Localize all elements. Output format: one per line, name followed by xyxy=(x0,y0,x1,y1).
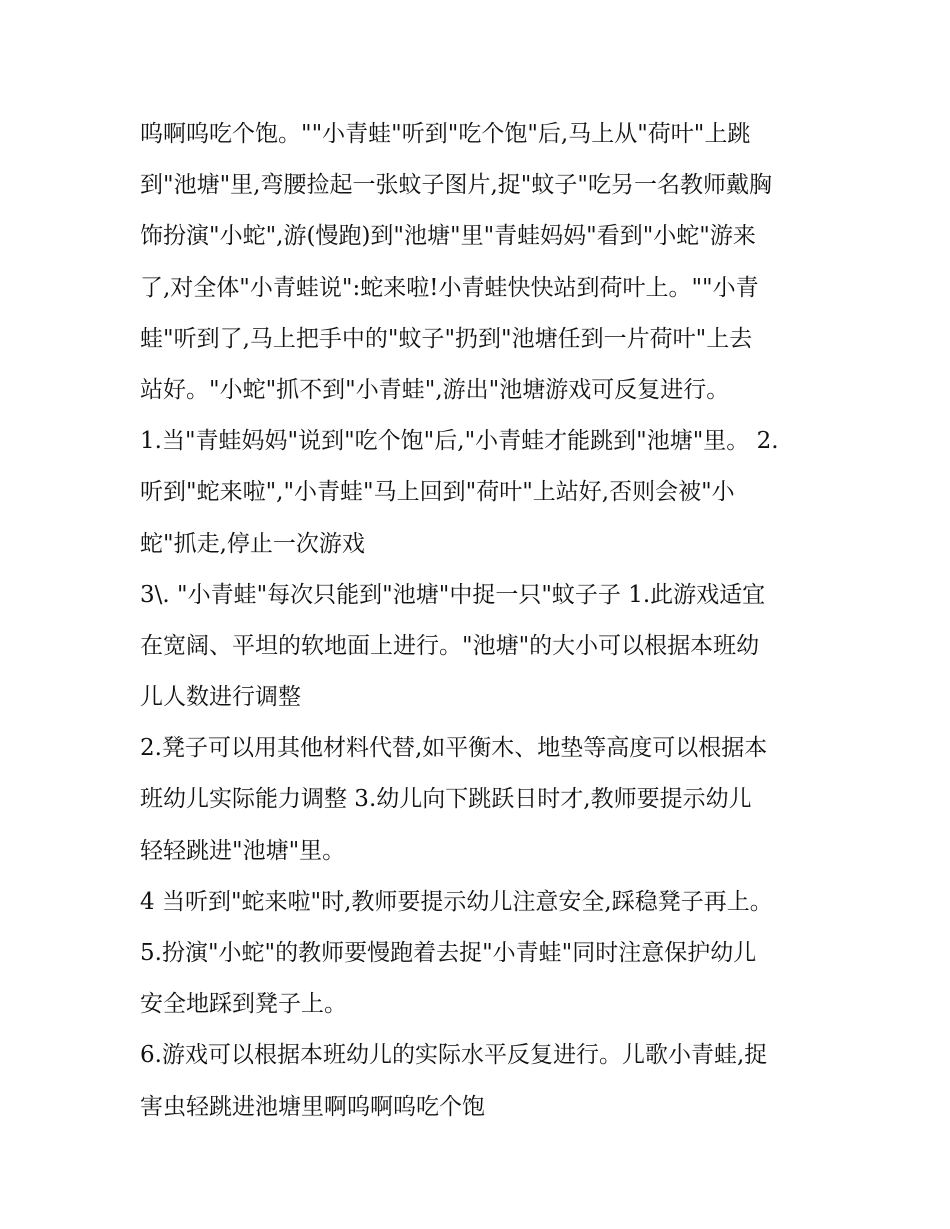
text-line: 4 当听到"蛇来啦"时,教师要提示幼儿注意安全,踩稳凳子再上。 xyxy=(140,888,773,915)
text-line: 1.当"青蛙妈妈"说到"吃个饱"后,"小青蛙才能跳到"池塘"里。 2. xyxy=(140,428,779,455)
text-line: 儿人数进行调整 xyxy=(140,684,301,711)
document-body xyxy=(140,109,830,1133)
text-line: 害虫轻跳进池塘里啊呜啊呜吃个饱 xyxy=(140,1093,485,1120)
text-line: 班幼儿实际能力调整 3.幼儿向下跳跃日时才,教师要提示幼儿 xyxy=(140,786,752,813)
text-line: 3\. "小青蛙"每次只能到"池塘"中捉一只"蚊子子 1.此游戏适宜 xyxy=(140,581,766,608)
text-line: 轻轻跳进"池塘"里。 xyxy=(140,837,346,864)
text-line: 到"池塘"里,弯腰捡起一张蚊子图片,捉"蚊子"吃另一名教师戴胸 xyxy=(140,172,772,199)
text-line: 5.扮演"小蛇"的教师要慢跑着去捉"小青蛙"同时注意保护幼儿 xyxy=(140,940,757,966)
text-line: 站好。"小蛇"抓不到"小青蛙",游出"池塘游戏可反复进行。 xyxy=(140,376,730,403)
text-line: 2.凳子可以用其他材料代替,如平衡木、地垫等高度可以根据本 xyxy=(140,735,768,762)
text-line: 饰扮演"小蛇",游(慢跑)到"池塘"里"青蛙妈妈"看到"小蛇"游来 xyxy=(140,223,756,250)
text-line: 听到"蛇来啦","小青蛙"马上回到"荷叶"上站好,否则会被"小 xyxy=(140,479,735,506)
text-line: 安全地踩到凳子上。 xyxy=(140,991,347,1018)
text-line: 蛙"听到了,马上把手中的"蚊子"扔到"池塘任到一片荷叶"上去 xyxy=(140,325,753,352)
text-line: 在宽阔、平坦的软地面上进行。"池塘"的大小可以根据本班幼 xyxy=(140,632,760,659)
text-line: 了,对全体"小青蛙说":蛇来啦!小青蛙快快站到荷叶上。""小青 xyxy=(140,274,759,301)
text-line: 6.游戏可以根据本班幼儿的实际水平反复进行。儿歌小青蛙,捉 xyxy=(140,1042,768,1069)
text-line: 呜啊呜吃个饱。""小青蛙"听到"吃个饱"后,马上从"荷叶"上跳 xyxy=(140,121,751,147)
text-line: 蛇"抓走,停止一次游戏 xyxy=(140,530,365,557)
